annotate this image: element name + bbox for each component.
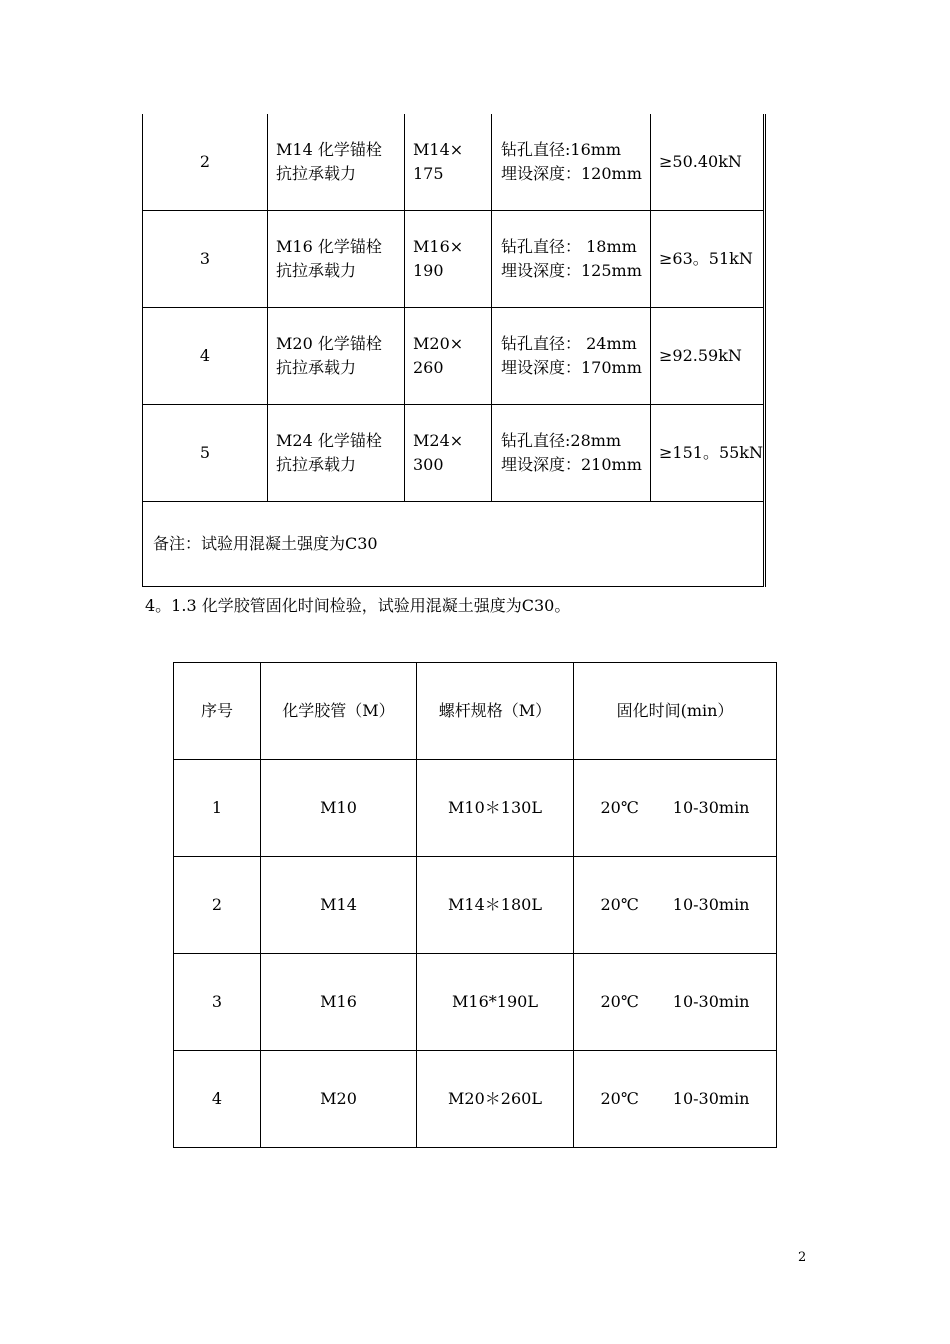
curing-time: 20℃ 10-30min bbox=[574, 857, 777, 954]
anchor-spec: M16× 190 bbox=[405, 211, 492, 308]
column-header: 化学胶管（M） bbox=[261, 663, 417, 760]
row-number: 4 bbox=[143, 308, 268, 405]
test-condition: 钻孔直径:28mm 埋设深度：210mm bbox=[492, 405, 651, 502]
row-number: 5 bbox=[143, 405, 268, 502]
table-row bbox=[143, 308, 764, 405]
curing-time: 20℃ 10-30min bbox=[574, 1051, 777, 1148]
table-row bbox=[174, 1051, 777, 1148]
test-condition: 钻孔直径:16mm 埋设深度：120mm bbox=[492, 114, 651, 211]
tube-size: M20 bbox=[261, 1051, 417, 1148]
row-number: 3 bbox=[174, 954, 261, 1051]
row-number: 2 bbox=[174, 857, 261, 954]
test-condition: 钻孔直径： 24mm 埋设深度：170mm bbox=[492, 308, 651, 405]
table-row bbox=[174, 760, 777, 857]
tube-size: M16 bbox=[261, 954, 417, 1051]
page-number: 2 bbox=[798, 1250, 807, 1265]
rod-spec: M16*190L bbox=[417, 954, 574, 1051]
curing-time-table bbox=[173, 662, 777, 1148]
rod-spec: M20＊260L bbox=[417, 1051, 574, 1148]
table-row bbox=[143, 114, 764, 211]
column-header: 固化时间(min） bbox=[574, 663, 777, 760]
table-row bbox=[143, 405, 764, 502]
capacity-value: ≥50.40kN bbox=[651, 114, 764, 211]
tube-size: M10 bbox=[261, 760, 417, 857]
table-row bbox=[174, 857, 777, 954]
table-row bbox=[174, 954, 777, 1051]
rod-spec: M10＊130L bbox=[417, 760, 574, 857]
anchor-spec: M20× 260 bbox=[405, 308, 492, 405]
row-number: 2 bbox=[143, 114, 268, 211]
test-item: M20 化学锚栓 抗拉承载力 bbox=[268, 308, 405, 405]
remark-text: 备注：试验用混凝土强度为C30 bbox=[143, 502, 764, 587]
curing-time: 20℃ 10-30min bbox=[574, 760, 777, 857]
table-row bbox=[143, 211, 764, 308]
table-double-border bbox=[765, 114, 766, 587]
test-item: M14 化学锚栓 抗拉承载力 bbox=[268, 114, 405, 211]
anchor-spec: M24× 300 bbox=[405, 405, 492, 502]
curing-time: 20℃ 10-30min bbox=[574, 954, 777, 1051]
anchor-capacity-table bbox=[142, 114, 764, 587]
table-header-row bbox=[174, 663, 777, 760]
column-header: 螺杆规格（M） bbox=[417, 663, 574, 760]
row-number: 3 bbox=[143, 211, 268, 308]
test-item: M24 化学锚栓 抗拉承载力 bbox=[268, 405, 405, 502]
tube-size: M14 bbox=[261, 857, 417, 954]
rod-spec: M14＊180L bbox=[417, 857, 574, 954]
remark-row bbox=[143, 502, 764, 587]
capacity-value: ≥63。51kN bbox=[651, 211, 764, 308]
test-condition: 钻孔直径： 18mm 埋设深度：125mm bbox=[492, 211, 651, 308]
section-caption: 4。1.3 化学胶管固化时间检验，试验用混凝土强度为C30。 bbox=[145, 596, 571, 615]
test-item: M16 化学锚栓 抗拉承载力 bbox=[268, 211, 405, 308]
capacity-value: ≥151。55kN bbox=[651, 405, 764, 502]
anchor-spec: M14× 175 bbox=[405, 114, 492, 211]
row-number: 4 bbox=[174, 1051, 261, 1148]
column-header: 序号 bbox=[174, 663, 261, 760]
row-number: 1 bbox=[174, 760, 261, 857]
capacity-value: ≥92.59kN bbox=[651, 308, 764, 405]
